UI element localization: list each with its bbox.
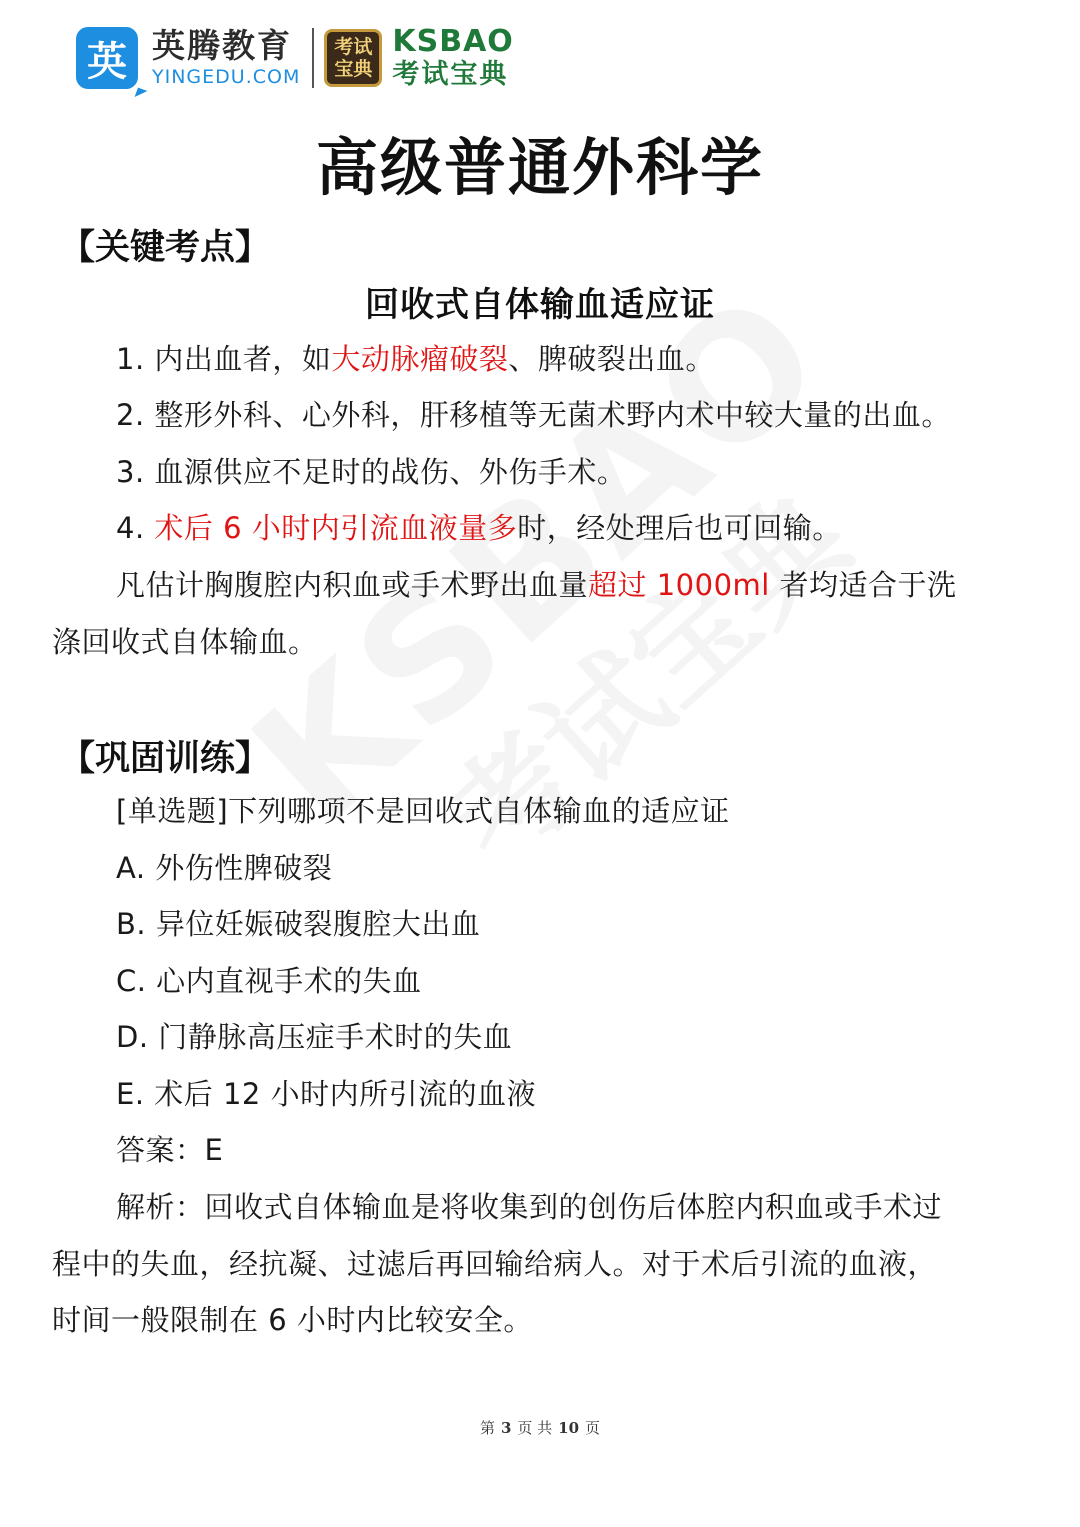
footer-total-pages: 10 bbox=[558, 1419, 580, 1437]
footer-post: 页 bbox=[585, 1419, 601, 1437]
key-point-2: 2. 整形外科、心外科，肝移植等无菌术野内术中较大量的出血。 bbox=[116, 398, 951, 432]
key-summary-line-2: 涤回收式自体输血。 bbox=[52, 625, 318, 659]
yingedu-brand bbox=[152, 27, 300, 89]
option-d: D. 门静脉高压症手术时的失血 bbox=[116, 1020, 513, 1054]
key-point-1-text: 1. 内出血者，如 bbox=[116, 342, 332, 376]
footer-pre: 第 bbox=[479, 1419, 495, 1437]
key-point-1 bbox=[116, 337, 715, 378]
document-title: 高级普通外科学 bbox=[315, 131, 764, 204]
key-point-4-highlight: 术后 6 小时内引流血液量多 bbox=[154, 511, 518, 545]
page-footer bbox=[0, 1417, 1080, 1438]
answer: 答案：E bbox=[116, 1133, 224, 1167]
key-summary-line-1 bbox=[116, 563, 957, 604]
ksbao-brand-cn: 考试宝典 bbox=[392, 59, 509, 90]
yingedu-logo-icon: 英 bbox=[76, 27, 138, 89]
option-a: A. 外伤性脾破裂 bbox=[116, 851, 333, 885]
key-point-1-highlight: 大动脉瘤破裂 bbox=[331, 342, 509, 376]
key-points-subtitle: 回收式自体输血适应证 bbox=[365, 285, 715, 325]
key-point-4 bbox=[116, 506, 842, 547]
key-summary-text: 凡估计胸腹腔内积血或手术野出血量 bbox=[116, 568, 589, 602]
analysis-line-3: 时间一般限制在 6 小时内比较安全。 bbox=[52, 1303, 533, 1337]
header-divider bbox=[312, 28, 314, 88]
ksbao-logo-icon: 考试宝典 bbox=[324, 29, 382, 87]
key-summary-highlight: 超过 1000ml bbox=[588, 568, 770, 602]
footer-page-number: 3 bbox=[500, 1419, 512, 1437]
yingedu-brand-en: YINGEDU.COM bbox=[152, 66, 301, 88]
header bbox=[76, 22, 514, 94]
question-stem: [单选题]下列哪项不是回收式自体输血的适应证 bbox=[116, 794, 730, 828]
key-point-1-tail: 、脾破裂出血。 bbox=[508, 342, 715, 376]
key-point-4-tail: 时，经处理后也可回输。 bbox=[517, 511, 842, 545]
yingedu-brand-cn: 英腾教育 bbox=[152, 26, 292, 65]
analysis-line-1: 解析：回收式自体输血是将收集到的创伤后体腔内积血或手术过 bbox=[116, 1190, 943, 1224]
key-summary-tail: 者均适合于洗 bbox=[769, 568, 957, 602]
practice-heading: 【巩固训练】 bbox=[60, 738, 271, 779]
ksbao-brand-en: KSBAO bbox=[392, 24, 514, 59]
key-points-heading: 【关键考点】 bbox=[60, 227, 271, 268]
ksbao-brand bbox=[392, 25, 513, 91]
option-e: E. 术后 12 小时内所引流的血液 bbox=[116, 1077, 537, 1111]
option-c: C. 心内直视手术的失血 bbox=[116, 964, 422, 998]
footer-mid: 页 共 bbox=[517, 1419, 553, 1437]
analysis-line-2: 程中的失血，经抗凝、过滤后再回输给病人。对于术后引流的血液， bbox=[52, 1247, 938, 1281]
option-b: B. 异位妊娠破裂腹腔大出血 bbox=[116, 907, 481, 941]
key-point-4-text: 4. bbox=[116, 511, 155, 545]
key-point-3: 3. 血源供应不足时的战伤、外伤手术。 bbox=[116, 455, 627, 489]
